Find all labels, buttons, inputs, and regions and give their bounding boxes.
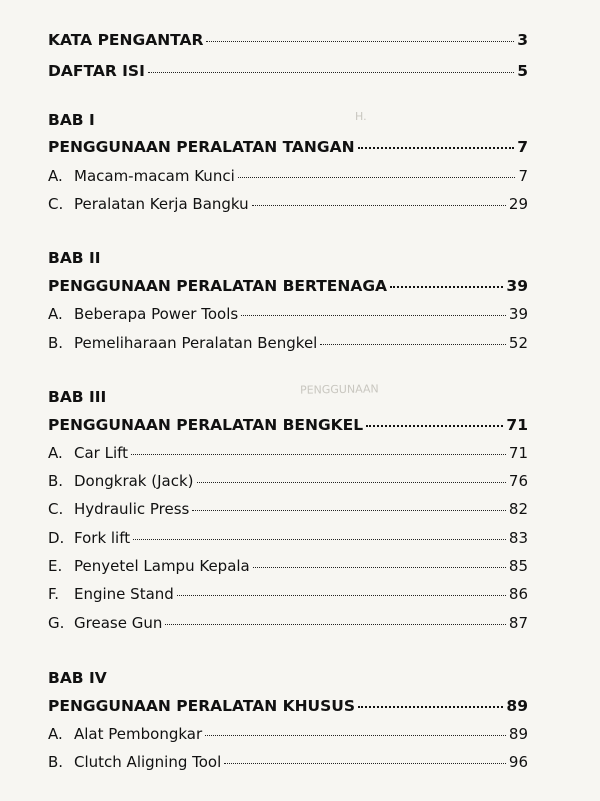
page-number: 89: [508, 725, 528, 743]
chapter-label: BAB II: [48, 249, 101, 267]
page-number: 86: [508, 585, 528, 603]
entry-letter: C.: [48, 195, 64, 213]
dot-leader: [224, 763, 506, 764]
page-number: 7: [517, 138, 528, 156]
entry-letter: D.: [48, 529, 65, 547]
page-number: 39: [508, 305, 528, 323]
toc-chapter-heading[interactable]: [48, 137, 528, 157]
chapter-label: BAB III: [48, 388, 107, 406]
toc-chapter-heading[interactable]: [48, 276, 528, 296]
page-number: 71: [506, 416, 528, 434]
page-number: 3: [517, 31, 528, 49]
toc-entry-daftar-isi[interactable]: [48, 61, 528, 81]
toc-entry[interactable]: [48, 304, 528, 324]
page-number: 96: [508, 753, 528, 771]
entry-title: Peralatan Kerja Bangku: [74, 195, 249, 213]
entry-letter: B.: [48, 753, 64, 771]
toc-entry[interactable]: [48, 499, 528, 519]
entry-title: Penyetel Lampu Kepala: [74, 557, 250, 575]
entry-title: Pemeliharaan Peralatan Bengkel: [74, 334, 318, 352]
toc-entry[interactable]: [48, 613, 528, 633]
entry-letter: G.: [48, 614, 65, 632]
entry-title: Beberapa Power Tools: [74, 305, 239, 323]
page-number: 39: [506, 277, 528, 295]
dot-leader: [131, 454, 506, 455]
entry-letter: A.: [48, 305, 63, 323]
toc-entry[interactable]: [48, 528, 528, 548]
dot-leader: [358, 147, 515, 149]
toc-entry[interactable]: [48, 443, 528, 463]
toc-entry[interactable]: [48, 333, 528, 353]
dot-leader: [390, 286, 503, 288]
dot-leader: [197, 482, 506, 483]
bleed-through-text: H.: [355, 110, 367, 123]
dot-leader: [252, 205, 506, 206]
toc-chapter-heading[interactable]: [48, 415, 528, 435]
dot-leader: [366, 425, 503, 427]
entry-letter: A.: [48, 725, 63, 743]
chapter-title: PENGGUNAAN PERALATAN BENGKEL: [48, 416, 364, 434]
chapter-title: PENGGUNAAN PERALATAN KHUSUS: [48, 697, 356, 715]
entry-title: Dongkrak (Jack): [74, 472, 194, 490]
chapter-title: PENGGUNAAN PERALATAN BERTENAGA: [48, 277, 388, 295]
dot-leader: [165, 624, 506, 625]
entry-title: Fork lift: [74, 529, 131, 547]
toc-entry[interactable]: [48, 584, 528, 604]
toc-entry[interactable]: [48, 556, 528, 576]
entry-letter: A.: [48, 444, 63, 462]
dot-leader: [133, 539, 506, 540]
entry-letter: B.: [48, 334, 64, 352]
chapter-label: BAB I: [48, 111, 95, 129]
entry-letter: A.: [48, 167, 63, 185]
toc-entry-kata-pengantar[interactable]: [48, 30, 528, 50]
entry-title: Macam-macam Kunci: [74, 167, 235, 185]
entry-letter: E.: [48, 557, 63, 575]
page-number: 82: [508, 500, 528, 518]
dot-leader: [358, 706, 503, 708]
dot-leader: [206, 41, 514, 42]
page-number: 89: [506, 697, 528, 715]
dot-leader: [177, 595, 506, 596]
toc-entry[interactable]: [48, 752, 528, 772]
bleed-through-text: PENGGUNAAN: [299, 382, 379, 397]
page-number: 5: [517, 62, 528, 80]
dot-leader: [320, 344, 506, 345]
page-number: 76: [508, 472, 528, 490]
entry-title: KATA PENGANTAR: [48, 31, 204, 49]
chapter-title: PENGGUNAAN PERALATAN TANGAN: [48, 138, 355, 156]
page-number: 52: [508, 334, 528, 352]
entry-title: Alat Pembongkar: [74, 725, 203, 743]
page-number: 29: [508, 195, 528, 213]
toc-entry[interactable]: [48, 724, 528, 744]
entry-title: Hydraulic Press: [74, 500, 190, 518]
entry-letter: C.: [48, 500, 64, 518]
page-number: 87: [508, 614, 528, 632]
entry-letter: F.: [48, 585, 59, 603]
entry-title: Grease Gun: [74, 614, 163, 632]
toc-entry[interactable]: [48, 194, 528, 214]
page-number: 7: [518, 167, 528, 185]
toc-entry[interactable]: [48, 166, 528, 186]
page-number: 71: [508, 444, 528, 462]
toc-chapter-heading[interactable]: [48, 696, 528, 716]
entry-title: DAFTAR ISI: [48, 62, 145, 80]
page-number: 83: [508, 529, 528, 547]
entry-title: Engine Stand: [74, 585, 174, 603]
dot-leader: [205, 735, 506, 736]
dot-leader: [241, 315, 506, 316]
dot-leader: [238, 177, 516, 178]
chapter-label: BAB IV: [48, 669, 107, 687]
dot-leader: [148, 72, 514, 73]
entry-title: Car Lift: [74, 444, 129, 462]
page-number: 85: [508, 557, 528, 575]
dot-leader: [192, 510, 506, 511]
entry-title: Clutch Aligning Tool: [74, 753, 222, 771]
dot-leader: [253, 567, 506, 568]
toc-entry[interactable]: [48, 471, 528, 491]
entry-letter: B.: [48, 472, 64, 490]
